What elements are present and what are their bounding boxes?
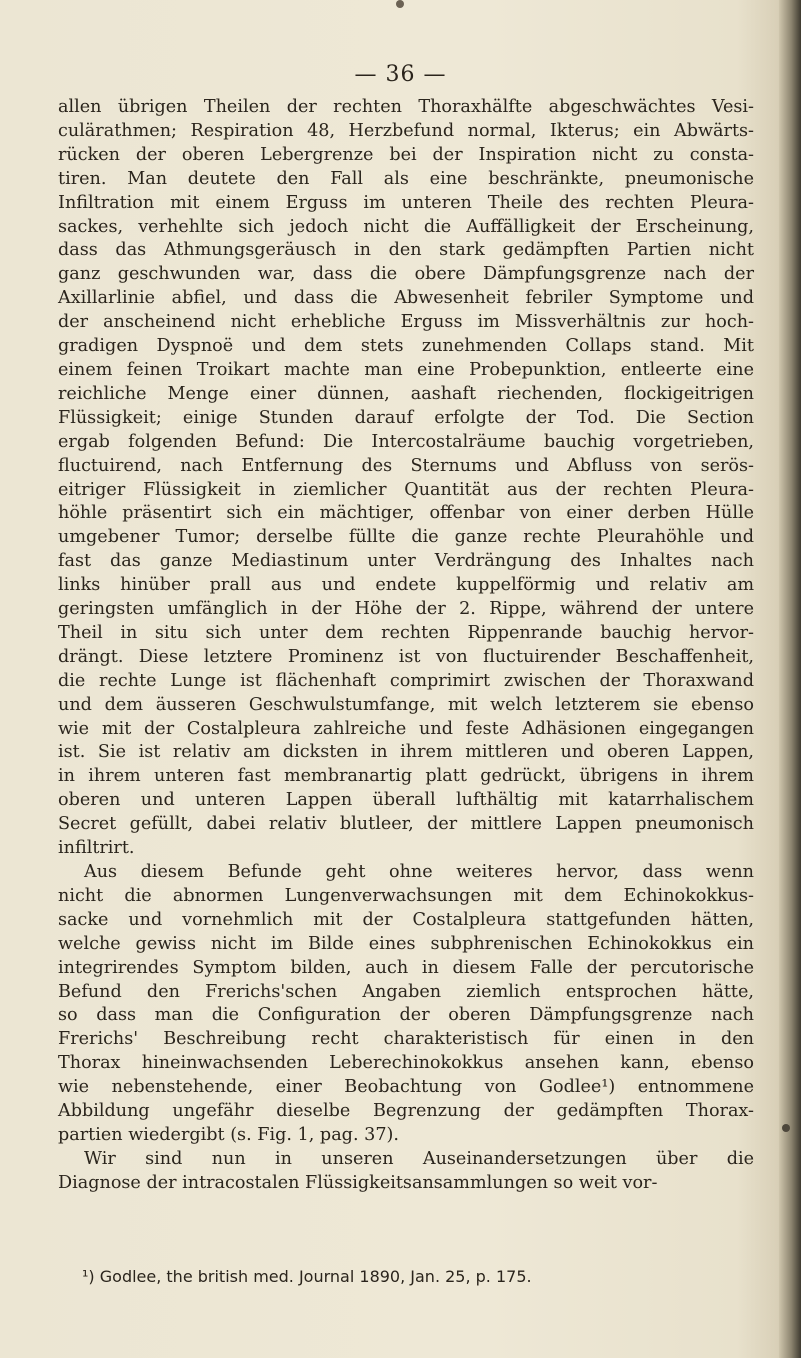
text-line: sackes, verhehlte sich jedoch nicht die Auffälligkeit der Erscheinung, (58, 216, 754, 237)
text-line: Abbildung ungefähr dieselbe Begrenzung der gedämpften Thorax- (58, 1101, 754, 1122)
text-line: Befund den Frerichs'schen Angaben ziemlich entsprochen hätte, (58, 981, 754, 1002)
text-line: der anscheinend nicht erhebliche Erguss im Missverhältnis zur hoch- (58, 312, 754, 333)
text-line: partien wiedergibt (s. Fig. 1, pag. 37). (58, 1124, 399, 1145)
text-line: links hinüber prall aus und endete kuppelförmig und relativ am (58, 575, 754, 596)
text-line: Wir sind nun in unseren Auseinandersetzungen über die (84, 1148, 754, 1169)
text-line: tiren. Man deutete den Fall als eine beschränkte, pneumonische (58, 168, 754, 189)
text-line: wie nebenstehende, einer Beobachtung von Godlee¹) entnommene (58, 1077, 754, 1098)
page-number: — 36 — (354, 62, 447, 87)
text-line: Secret gefüllt, dabei relativ blutleer, der mittlere Lappen pneumonisch (58, 814, 754, 835)
text-line: Frerichs' Beschreibung recht charakteristisch für einen in den (58, 1029, 754, 1050)
text-line: culärathmen; Respiration 48, Herzbefund normal, Ikterus; ein Abwärts- (58, 120, 754, 141)
text-line: fast das ganze Mediastinum unter Verdrängung des Inhaltes nach (58, 551, 754, 572)
page-binding-edge (779, 0, 801, 1358)
text-line: fluctuirend, nach Entfernung des Sternums und Abfluss von serös- (58, 455, 754, 476)
text-line: höhle präsentirt sich ein mächtiger, offenbar von einer derben Hülle (58, 503, 754, 524)
text-line: drängt. Diese letztere Prominenz ist von fluctuirender Beschaffenheit, (58, 646, 754, 667)
text-line: so dass man die Configuration der oberen Dämpfungsgrenze nach (58, 1005, 754, 1026)
text-line: reichliche Menge einer dünnen, aashaft riechenden, flockigeitrigen (58, 383, 754, 404)
text-line: eitriger Flüssigkeit in ziemlicher Quantität aus der rechten Pleura- (58, 479, 754, 500)
text-line: Thorax hineinwachsenden Leberechinokokkus ansehen kann, ebenso (58, 1053, 754, 1074)
text-line: einem feinen Troikart machte man eine Probepunktion, entleerte eine (58, 359, 754, 380)
footnote-marker: ¹) (82, 1267, 95, 1286)
text-line: Aus diesem Befunde geht ohne weiteres hervor, dass wenn (84, 862, 754, 882)
text-line: infiltrirt. (58, 838, 135, 859)
text-line: Flüssigkeit; einige Stunden darauf erfolgte der Tod. Die Section (58, 407, 754, 428)
text-line: allen übrigen Theilen der rechten Thoraxhälfte abgeschwächtes Vesi- (58, 97, 754, 117)
text-line: ist. Sie ist relativ am dicksten in ihrem mittleren und oberen Lappen, (58, 742, 754, 763)
text-line: gradigen Dyspnoë und dem stets zunehmenden Collaps stand. Mit (58, 336, 754, 357)
text-line: rücken der oberen Lebergrenze bei der Inspiration nicht zu consta- (58, 144, 754, 165)
text-line: Theil in situ sich unter dem rechten Rippenrande bauchig hervor- (58, 622, 754, 643)
text-line: ganz geschwunden war, dass die obere Dämpfungsgrenze nach der (58, 264, 754, 285)
footnote (82, 1266, 762, 1288)
text-line: wie mit der Costalpleura zahlreiche und feste Adhäsionen eingegangen (58, 718, 754, 739)
text-line: in ihrem unteren fast membranartig platt gedrückt, übrigens in ihrem (58, 766, 754, 787)
text-line: und dem äusseren Geschwulstumfange, mit welch letzterem sie ebenso (58, 694, 754, 715)
text-line: ergab folgenden Befund: Die Intercostalräume bauchig vorgetrieben, (58, 431, 754, 452)
text-line: geringsten umfänglich in der Höhe der 2. Rippe, während der untere (58, 599, 754, 620)
text-line: Diagnose der intracostalen Flüssigkeitsansammlungen so weit vor- (58, 1172, 658, 1193)
text-line: dass das Athmungsgeräusch in den stark gedämpften Partien nicht (58, 240, 754, 261)
text-line: umgebener Tumor; derselbe füllte die ganze rechte Pleurahöhle und (58, 527, 754, 548)
margin-mark (782, 1124, 790, 1132)
text-line: integrirendes Symptom bilden, auch in diesem Falle der percutorische (58, 957, 754, 978)
text-line: Infiltration mit einem Erguss im unteren Theile des rechten Pleura- (58, 192, 754, 213)
body-text (58, 96, 754, 1196)
footnote-text: Godlee, the british med. Journal 1890, Jan. 25, p. 175. (99, 1267, 532, 1286)
text-line: die rechte Lunge ist flächenhaft comprimirt zwischen der Thoraxwand (58, 670, 754, 691)
text-line: welche gewiss nicht im Bilde eines subphrenischen Echinokokkus ein (58, 933, 754, 954)
text-line: Axillarlinie abfiel, und dass die Abwesenheit febriler Symptome und (58, 288, 754, 309)
text-line: nicht die abnormen Lungenverwachsungen mit dem Echinokokkus- (58, 885, 754, 906)
ink-spot (396, 0, 404, 8)
text-line: sacke und vornehmlich mit der Costalpleura stattgefunden hätten, (58, 909, 754, 930)
text-line: oberen und unteren Lappen überall lufthältig mit katarrhalischem (58, 790, 754, 811)
